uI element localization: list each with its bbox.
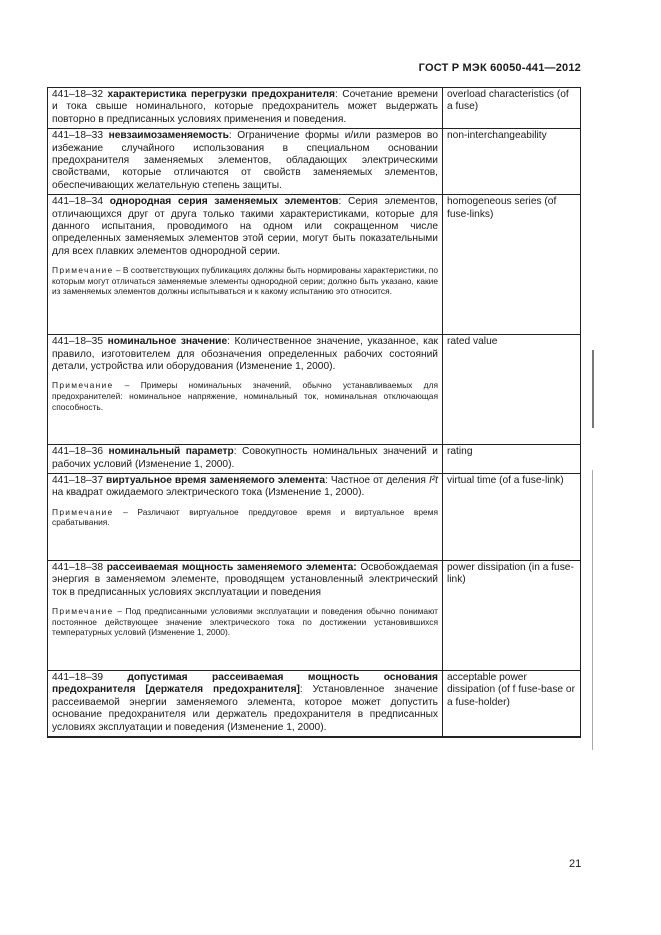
note-text: – Под предписанными условиями эксплуатации и поведения обычно понимают постоянное действующее значение электрического тока по достижении установившихся температурных условий (Изменение 1, 2000). bbox=[52, 606, 438, 638]
term-definition-part: : Частное от деления bbox=[325, 475, 429, 487]
term-name: рассеиваемая мощность заменяемого элемента: bbox=[106, 562, 357, 574]
russian-term-cell bbox=[48, 671, 443, 738]
formula-i2t: I²t bbox=[428, 475, 438, 487]
table-row bbox=[48, 445, 581, 474]
note-text: – Примеры номинальных значений, обычно устанавливаемых для предохранителей: номинальное напряжение, номинальный ток, номинальная отключающая способность. bbox=[52, 380, 438, 412]
russian-term-cell bbox=[48, 88, 443, 129]
note-label: Примечание bbox=[52, 265, 114, 276]
note bbox=[52, 265, 438, 297]
russian-term-cell bbox=[48, 335, 443, 445]
russian-term-cell bbox=[48, 561, 443, 671]
term-name: виртуальное время заменяемого элемента bbox=[106, 475, 326, 487]
note-label: Примечание bbox=[52, 606, 114, 617]
term-definition: : Установленное значение рассеиваемой энергии заменяемого элемента, которое может допустить основание предохранителя или держатель предохранителя в предписанных условиях эксплуатации и поведения (Изменение 1, 2000). bbox=[52, 684, 438, 733]
russian-term-cell bbox=[48, 445, 443, 474]
english-term-cell: virtual time (of a fuse-link) bbox=[443, 474, 581, 561]
english-term-cell: overload characteristics (of a fuse) bbox=[443, 88, 581, 129]
russian-term-cell bbox=[48, 129, 443, 195]
term-name: невзаимозаменяемость bbox=[108, 130, 229, 142]
table-row bbox=[48, 88, 581, 129]
table-row bbox=[48, 129, 581, 195]
term-definition: : Совокупность номинальных значений и рабочих условий (Изменение 1, 2000). bbox=[52, 446, 438, 470]
term-definition: : Ограничение формы и/или размеров во избежание случайного использования в специальном основании предохранителя заменяемых элементов, обладающих электрическими свойствами, которые отличаются от свойств заменяемых элементов, обеспечивающих желательную степень защиты. bbox=[52, 130, 438, 191]
term-name: однородная серия заменяемых элементов bbox=[109, 196, 339, 208]
note-label: Примечание bbox=[52, 380, 114, 391]
english-term-cell: homogeneous series (of fuse-links) bbox=[443, 195, 581, 335]
note-text: – Различают виртуальное преддуговое время и виртуальное время срабатывания. bbox=[52, 506, 438, 528]
table-row bbox=[48, 474, 581, 561]
note-text: – В соответствующих публикациях должны быть нормированы характеристики, по которым могут отличаться заменяемые элементы однородной серии; должно быть указано, какие из заменяемых элементов должны испытываться и к какому испытанию это относится. bbox=[52, 265, 438, 297]
term-definition: : Количественное значение, указанное, как правило, изготовителем для обозначения определенных рабочих состояний детали, устройства или оборудования (Изменение 1, 2000). bbox=[52, 336, 438, 373]
scan-margin-line bbox=[592, 470, 593, 750]
term-name: номинальный параметр bbox=[108, 446, 234, 458]
term-number: 441–18–38 bbox=[52, 562, 103, 574]
table-row bbox=[48, 195, 581, 335]
english-term-cell: non-interchangeability bbox=[443, 129, 581, 195]
standard-designation: ГОСТ Р МЭК 60050-441—2012 bbox=[418, 62, 581, 74]
table-row bbox=[48, 335, 581, 445]
term-number: 441–18–37 bbox=[52, 475, 103, 487]
term-number: 441–18–34 bbox=[52, 196, 103, 208]
english-term-cell: power dissipation (in a fuse-link) bbox=[443, 561, 581, 671]
note-label: Примечание bbox=[52, 506, 114, 517]
term-number: 441–18–36 bbox=[52, 446, 103, 458]
term-number: 441–18–33 bbox=[52, 130, 103, 142]
term-number: 441–18–32 bbox=[52, 89, 103, 100]
term-name: характеристика перегрузки предохранителя bbox=[107, 89, 335, 100]
note bbox=[52, 606, 438, 638]
term-definition: : Серия элементов, отличающихся друг от друга только такими характеристиками, которые для данного испытания, проводимого на одном или сокращенном числе определенных заменяемых элементов этой серии, могут быть показательными для всех плавких элементов однородной серии. bbox=[52, 196, 438, 257]
term-definition: : Сочетание времени и тока свыше номинального, которые предохранитель может выдержать повторно в предписанных условиях применения и поведения. bbox=[52, 89, 438, 125]
term-number: 441–18–35 bbox=[52, 336, 103, 348]
page-number: 21 bbox=[569, 858, 582, 870]
term-name: номинальное значение bbox=[107, 336, 228, 348]
terms-table bbox=[47, 87, 581, 738]
russian-term-cell bbox=[48, 195, 443, 335]
english-term-cell: rated value bbox=[443, 335, 581, 445]
note bbox=[52, 380, 438, 412]
russian-term-cell bbox=[48, 474, 443, 561]
term-definition: Освобождаемая энергия в заменяемом элементе, проводящем установленный электрический ток в предписанных условиях эксплуатации и поведения bbox=[52, 562, 438, 598]
english-term-cell: acceptable power dissipation (of f fuse-base or a fuse-holder) bbox=[443, 671, 581, 738]
table-row bbox=[48, 671, 581, 738]
scan-margin-line bbox=[592, 350, 594, 428]
term-definition-part: на квадрат ожидаемого электрического тока (Изменение 1, 2000). bbox=[52, 487, 365, 499]
table-row bbox=[48, 561, 581, 671]
term-number: 441–18–39 bbox=[52, 672, 103, 684]
term-name: допустимая рассеиваемая мощность основания предохранителя [держателя предохранителя] bbox=[52, 672, 438, 696]
english-term-cell: rating bbox=[443, 445, 581, 474]
note bbox=[52, 507, 438, 528]
